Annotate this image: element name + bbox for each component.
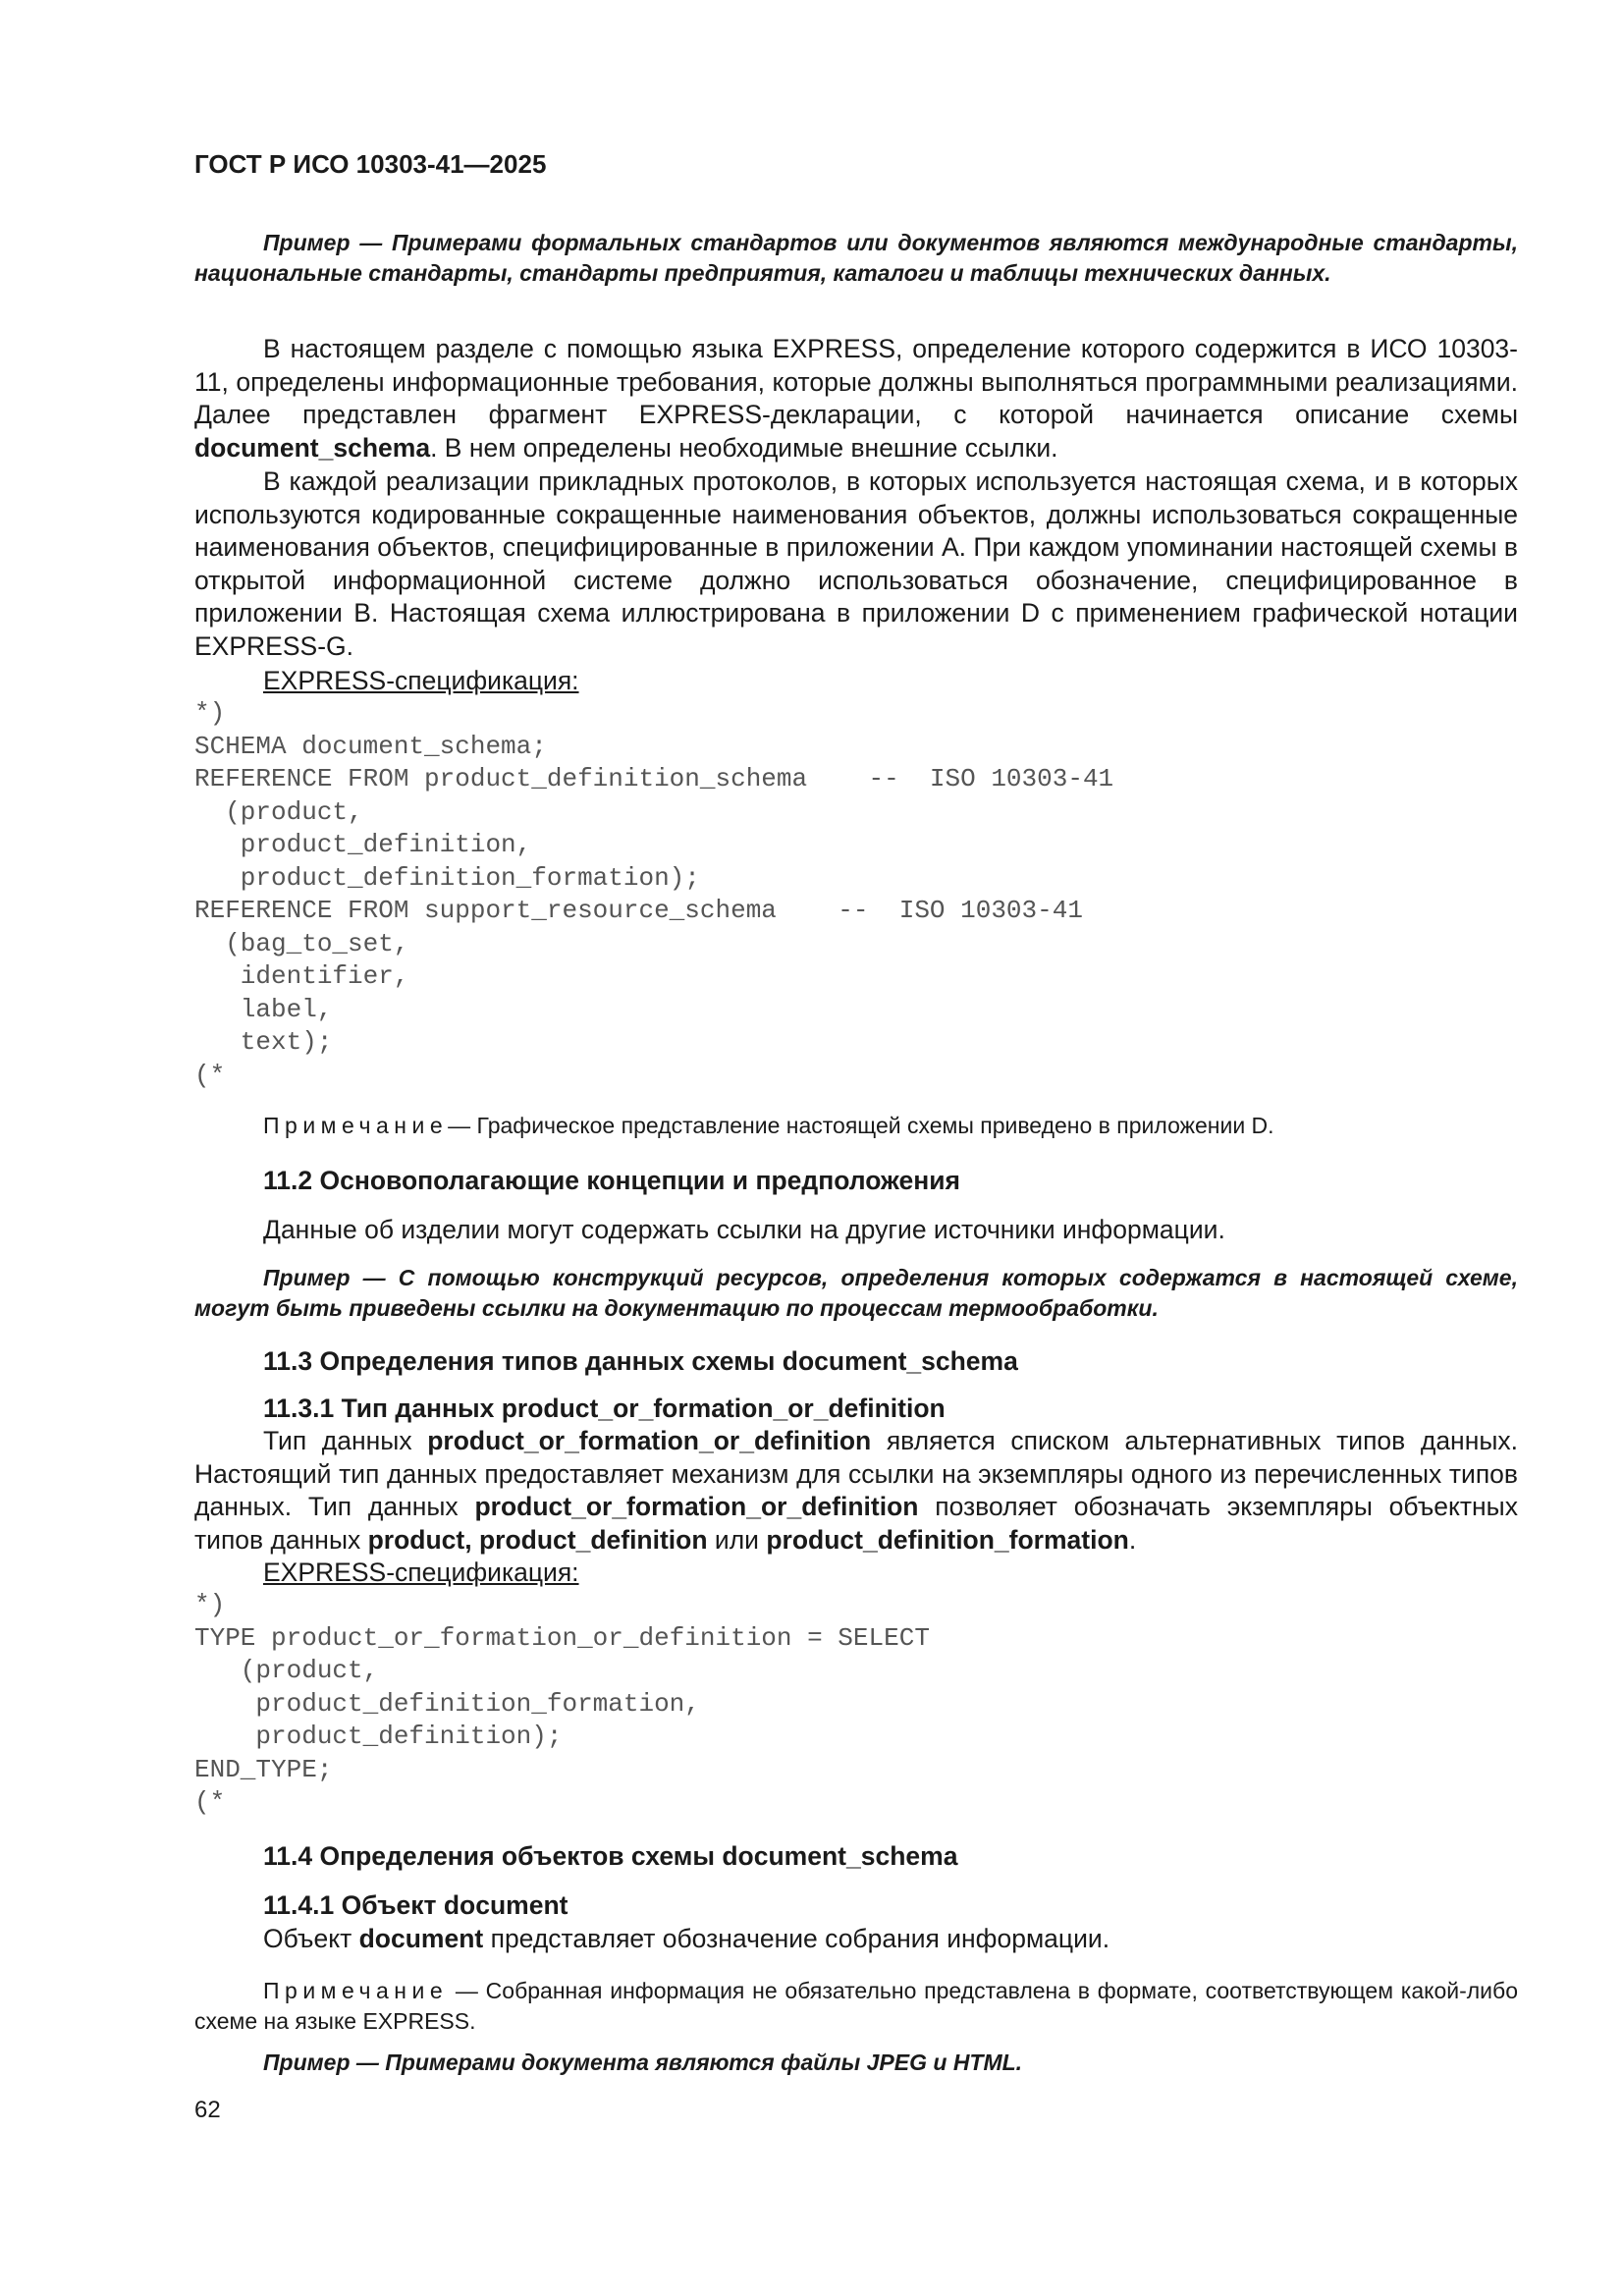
code-line: product_definition_formation, xyxy=(194,1688,700,1719)
code-line: *) xyxy=(194,698,226,728)
code-line: (product, xyxy=(194,796,363,827)
code-line: (product, xyxy=(194,1656,379,1685)
paragraph-11-3-1: Тип данных product_or_formation_or_definition является списком альтернативных типов данных. Настоящий тип данных предоставляет механизм для ссылки на экземпляры одного из перечисленных типов данных. Тип данных product_or_formation_or_definition позволяет обозначать экземпляры объектных типов данных product, product_definition или product_definition_formation. xyxy=(194,1426,1518,1555)
code-line: product_definition, xyxy=(194,830,532,859)
example-formal-standards: Пример — Примерами формальных стандартов или документов являются международные стандарты, национальные стандарты, стандарты предприятия, каталоги и таблицы технических данных. xyxy=(194,230,1518,286)
example-jpeg-html: Пример — Примерами документа являются файлы JPEG и HTML. xyxy=(263,2050,1023,2075)
express-spec-label-1: EXPRESS-спецификация: xyxy=(263,666,579,695)
express-spec-label-2: EXPRESS-спецификация: xyxy=(263,1558,579,1587)
page-number: 62 xyxy=(194,2097,221,2123)
code-line: REFERENCE FROM support_resource_schema -- ISO 10303-41 xyxy=(194,896,1083,925)
code-line: SCHEMA document_schema; xyxy=(194,731,547,761)
code-line: (* xyxy=(194,1060,226,1090)
code-line: TYPE product_or_formation_or_definition = SELECT xyxy=(194,1622,930,1653)
heading-11-3-1: 11.3.1 Тип данных product_or_formation_or_definition xyxy=(263,1394,946,1423)
heading-11-3: 11.3 Определения типов данных схемы document_schema xyxy=(263,1346,1018,1376)
code-line: *) xyxy=(194,1590,226,1619)
code-line: (* xyxy=(194,1787,226,1817)
paragraph-11-2: Данные об изделии могут содержать ссылки на другие источники информации. xyxy=(263,1215,1225,1244)
code-line: identifier, xyxy=(194,961,409,991)
page-header: ГОСТ Р ИСО 10303-41—2025 xyxy=(194,149,547,179)
implementation-paragraph: В каждой реализации прикладных протоколов, в которых используется настоящая схема, и в которых используются кодированные сокращенные наименования объектов, должны использоваться сокращенные наименования объектов, специфицированные в приложении A. При каждом упоминании настоящей схемы в открытой информационной системе должно использоваться обозначение, специфицированное в приложении B. Настоящая схема иллюстрирована в приложении D с применением графической нотации EXPRESS-G. xyxy=(194,466,1518,661)
code-line: REFERENCE FROM product_definition_schema -- ISO 10303-41 xyxy=(194,764,1114,793)
note-collected-information: Примечание — Собранная информация не обязательно представлена в формате, соответствующем какой-либо схеме на языке EXPRESS. xyxy=(194,1978,1518,2034)
code-line: label, xyxy=(194,994,333,1024)
code-line: product_definition_formation); xyxy=(194,862,700,893)
code-line: END_TYPE; xyxy=(194,1754,333,1784)
express-code-block-1 xyxy=(194,697,1518,1092)
note-graphical-representation: Примечание— Графическое представление настоящей схемы приведено в приложении D. xyxy=(263,1113,1274,1138)
example-heat-treatment: Пример — С помощью конструкций ресурсов, определения которых содержатся в настоящей схеме, могут быть приведены ссылки на документацию по процессам термообработки. xyxy=(194,1265,1518,1321)
paragraph-11-4-1: Объект document представляет обозначение собрания информации. xyxy=(263,1924,1110,1953)
heading-11-2: 11.2 Основополагающие концепции и предположения xyxy=(263,1166,960,1195)
intro-paragraph: В настоящем разделе с помощью языка EXPRESS, определение которого содержится в ИСО 10303-11, определены информационные требования, которые должны выполняться программными реализациями. Далее представлен фрагмент EXPRESS-декларации, с которой начинается описание схемы document_schema. В нем определены необходимые внешние ссылки. xyxy=(194,334,1518,463)
code-line: product_definition); xyxy=(194,1722,563,1751)
schema-name: document_schema xyxy=(194,432,431,463)
code-line: text); xyxy=(194,1027,333,1057)
heading-11-4-1: 11.4.1 Объект document xyxy=(263,1890,568,1920)
express-code-block-2 xyxy=(194,1589,1518,1820)
code-line: (bag_to_set, xyxy=(194,928,409,958)
heading-11-4: 11.4 Определения объектов схемы document_schema xyxy=(263,1841,958,1871)
